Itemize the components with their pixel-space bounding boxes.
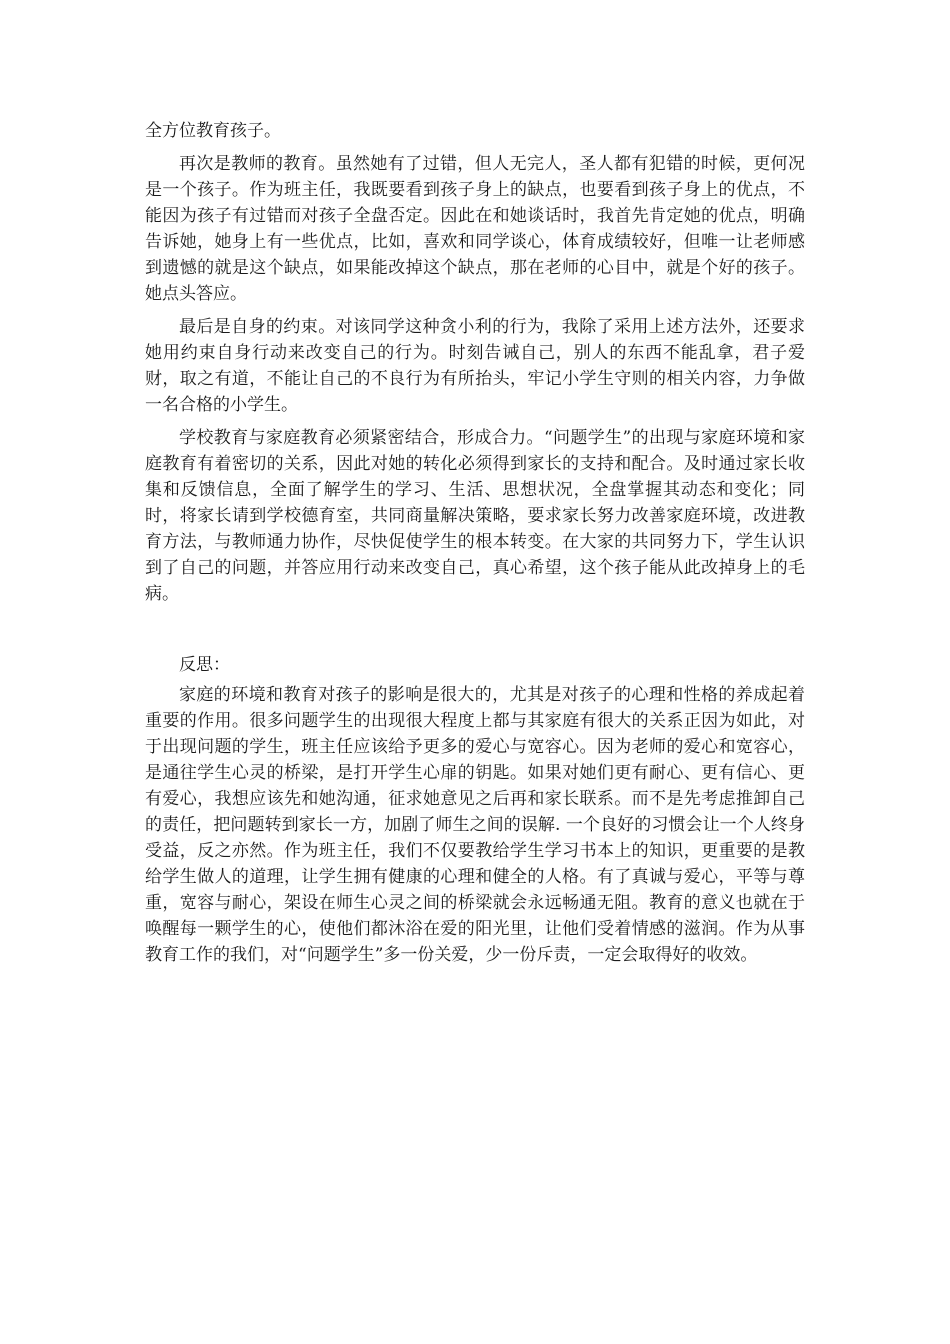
section-spacer [145,614,805,652]
paragraph-self-discipline: 最后是自身的约束。对该同学这种贪小利的行为，我除了采用上述方法外，还要求她用约束自身行动来改变自己的行为。时刻告诫自己，别人的东西不能乱拿，君子爱财，取之有道，不能让自己的不良行为有所抬头，牢记小学生守则的相关内容，力争做一名合格的小学生。 [145,317,805,415]
document-page [145,118,805,975]
paragraph-reflection: 家庭的环境和教育对孩子的影响是很大的，尤其是对孩子的心理和性格的养成起着重要的作用。很多问题学生的出现很大程度上都与其家庭有很大的关系正因为如此，对于出现问题的学生，班主任应该给予更多的爱心与宽容心。因为老师的爱心和宽容心，是通往学生心灵的桥梁，是打开学生心扉的钥匙。如果对她们更有耐心、更有信心、更有爱心，我想应该先和她沟通，征求她意见之后再和家长联系。而不是先考虑推卸自己的责任，把问题转到家长一方，加剧了师生之间的误解. 一个良好的习惯会让一个人终身受益，反之亦然。作为班主任，我们不仅要教给学生学习书本上的知识，更重要的是教给学生做人的道理，让学生拥有健康的心理和健全的人格。有了真诚与爱心，平等与尊重，宽容与耐心，架设在师生心灵之间的桥梁就会永远畅通无阻。教育的意义也就在于唤醒每一颗学生的心，使他们都沐浴在爱的阳光里，让他们受着情感的滋润。作为从事教育工作的我们，对“问题学生”多一份关爱，少一份斥责，一定会取得好的收效。 [145,685,805,965]
paragraph-continuation: 全方位教育孩子。 [145,121,281,141]
paragraph-school-family-cooperation: 学校教育与家庭教育必须紧密结合，形成合力。“问题学生”的出现与家庭环境和家庭教育有着密切的关系，因此对她的转化必须得到家长的支持和配合。及时通过家长收集和反馈信息，全面了解学生的学习、生活、思想状况，全盘掌握其动态和变化；同时，将家长请到学校德育室，共同商量解决策略，要求家长努力改善家庭环境，改进教育方法，与教师通力协作，尽快促使学生的根本转变。在大家的共同努力下，学生认识到了自己的问题，并答应用行动来改变自己，真心希望，这个孩子能从此改掉身上的毛病。 [145,428,805,604]
paragraph-teacher-education: 再次是教师的教育。虽然她有了过错，但人无完人，圣人都有犯错的时候，更何况是一个孩子。作为班主任，我既要看到孩子身上的缺点，也要看到孩子身上的优点，不能因为孩子有过错而对孩子全盘否定。因此在和她谈话时，我首先肯定她的优点，明确告诉她，她身上有一些优点，比如，喜欢和同学谈心，体育成绩较好，但唯一让老师感到遗憾的就是这个缺点，如果能改掉这个缺点，那在老师的心目中，就是个好的孩子。她点头答应。 [145,154,805,304]
reflection-heading: 反思： [179,655,230,675]
